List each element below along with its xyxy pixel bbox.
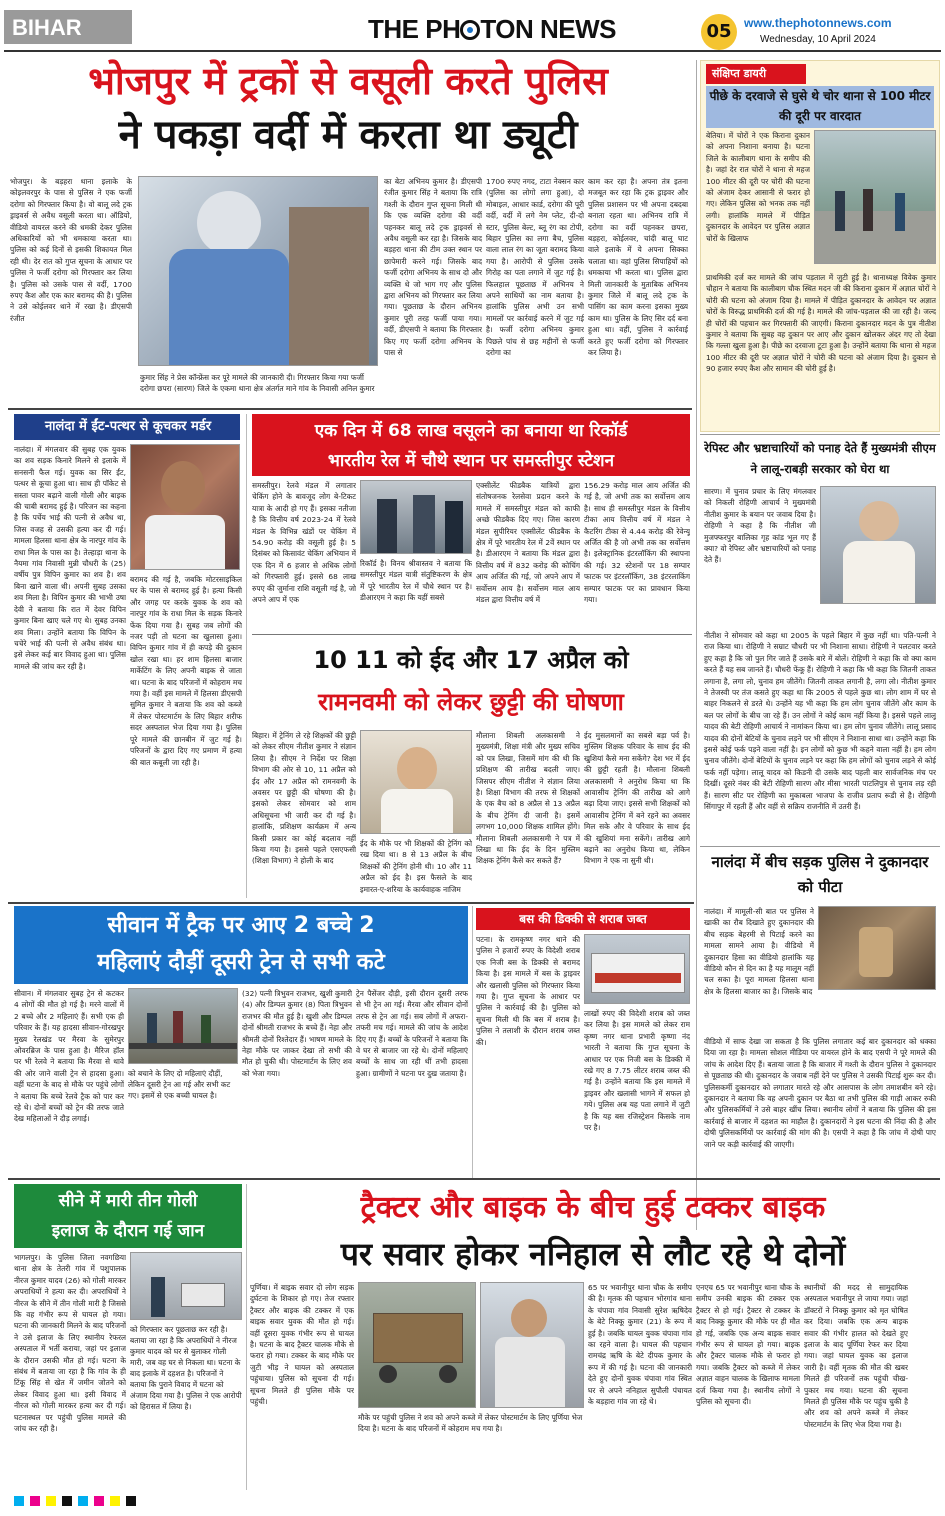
diary-title: पीछे के दरवाजे से घुसे थे चोर थाना से 100 मीटर की दूरी पर वारदात xyxy=(709,89,931,123)
siwan-col-2: (32) पत्नी त्रिभुवन राजभर, खुशी कुमारी (4) और डिम्पल कुमार (8) पिता त्रिभुवन राजभर की मौत हुई है। खुशी और डिम्पल दोनों श्रीमती राजभर के बच्चे हैं। नेहा और श्रीमती दोनों रिश्तेदार हैं। भाषण मामले के नेहा मौके पर जाकर देखा तो सभी की मौत हो चुकी थी। पोस्टमार्टम के लिए शव को भेजा गया। xyxy=(242,989,352,1078)
eid-col-3: मौलाना शिबली अलकासमी ने मुख्यमंत्री, शिक्षा मंत्री और मुख्य सचिव को पत्र लिखा, जिसमें मांग की थी कि प्रशिक्षण की तारीख बदली जाए। जिसपर सीएम नीतीश ने संज्ञान लिया है। शिक्षा विभाग की तरफ से शिक्षकों के एक बैच को 8 अप्रैल से 13 अप्रैल के बीच ट्रेनिंग दी जानी है। इसमें लगभग 10,000 शिक्षक शामिल होंगे। मौलाना शिबली अलकासमी ने पत्र में लिखा था कि ईद के दिन मुस्लिम शिक्षक ट्रेनिंग कैसे कर सकते हैं? xyxy=(476,731,580,866)
lead-headline-2: ने पकड़ा वर्दी में करता था ड्यूटी xyxy=(118,112,578,158)
tractor-headline-1: ट्रैक्टर और बाइक के बीच हुई टक्कर बाइक xyxy=(360,1190,826,1225)
tractor-col-2: 65 पर भवानीपुर थाना चौक के समीप की है। मृतक की पहचान भोरगांव थाना के चंपावा गांव निवासी सुरेश ऋषिदेव के बेटे निक्कू कुमार (21) के रूप में हुई है। जबकि घायल युवक चंपावा गांव का रहने वाला है। घायल की पहचान रामचंद्र ऋषि के बेटे दीपक कुमार के रूप में की गई है। घटना की जानकारी देते हुए दोनों युवक चंपावा गांव स्थित घर से अपने ननिहाल सुपौली पंचायत के बड़हारा गांव जा रहे थे। xyxy=(588,1283,692,1407)
diary-label: संक्षिप्त डायरी xyxy=(706,64,806,84)
tractor-caption: मौके पर पहुंची पुलिस ने शव को अपने कब्जे में लेकर पोस्टमार्टम के लिए पूर्णिया भेज दिया है। घटना के बाद परिजनों में कोहराम मच गया है। xyxy=(358,1413,583,1433)
chest-caption: को गिरफ्तार कर पूछताछ कर रही है। बताया जा रहा है कि अपराधियों ने नीरज कुमार यादव को घर से बुलाकर गोली मारी, जब वह घर से निकला था। घटना के बाद इलाके में दहशत है। परिजनों ने बताया कि पुराने विवाद में घटना को अंजाम दिया गया है। पुलिस ने एक आरोपी को हिरासत में लिया है। xyxy=(130,1325,242,1411)
eid-col-4: ईद मुसलमानों का सबसे बड़ा पर्व है। मुस्लिम शिक्षक परिवार के साथ ईद की खुशियां कैसे मना सकेंगे? देश भर में ईद की छुट्टी रहती है। मौलाना शिबली अलकासमी ने अनुरोध किया था कि आवासीय ट्रेनिंग की तारीख को आगे बढ़ा दिया जाए। इससे सभी शिक्षकों को आवासीय ट्रेनिंग में बने रहने का अवसर मिल सके और वे परिवार के साथ ईद की खुशियां मना सकेंगे। तारीख आगे बढ़ाने का अनुरोध किया था, लेकिन विभाग ने एक ना सुनी थी। xyxy=(584,731,690,866)
masthead-o-icon xyxy=(460,20,480,40)
eid-photo xyxy=(360,730,472,834)
cmyk-bar xyxy=(14,1496,934,1506)
siwan-headline-1: सीवान में ट्रैक पर आए 2 बच्चे 2 xyxy=(107,913,375,938)
nalanda-shop-col-1: नालंदा। में मामूली-सी बात पर पुलिस ने खाकी का रौब दिखाते हुए दुकानदार की बीच सड़क बेहरमी से पिटाई करने का मामला सामने आया है। वीडियो में दुकानदार हिसा का वीडियो हालांकि यह वीडियो कौन से दिन का है यह मालूम नहीं चल सका है। पूरा मामला हिलसा थाना क्षेत्र के हिलसा बाजार का है। जिसके बाद xyxy=(704,907,814,996)
siwan-col-3: ट्रेन पैसेंजर दौड़ी, इसी दौरान दूसरी तरफ से भी ट्रेन आ गई। मैरवा और सीवान दोनों तरफ से ट्रेन आ गई। सब लोगों में अफरा-तफरी मच गई। मामले की जांच के आदेश दिए गए हैं। बच्चों के परिजनों ने बताया कि वे घर से बाजार जा रहे थे। दोनों महिलाएं बच्चों के साथ जा रही थीं तभी हादसा हुआ। ग्रामीणों ने घटना पर दुख जताया है। xyxy=(356,989,468,1078)
masthead-right: TON NEWS xyxy=(480,14,616,44)
tractor-col-3: एनएच 65 पर भवानीपुर थाना चौक के समीप उनकी बाइक की टक्कर एक ट्रैक्टर से हो गई। ट्रैक्टर से टक्कर के बाद निक्कू कुमार की मौके पर ही मौत हो गई, जबकि एक अन्य बाइक सवार गंभीर रूप से घायल हो गया। बाइक और ट्रैक्टर चालक मौके से फरार हो गया। जबकि ट्रैक्टर को कब्जे में लेकर अज्ञात वाहन चालक के खिलाफ मामला दर्ज किया गया है। स्थानीय लोगों ने पुलिस को सूचना दी। xyxy=(696,1283,800,1407)
tractor-photo-1 xyxy=(358,1282,476,1408)
railway-headline-1: एक दिन में 68 लाख वसूलने का बनाया था रिकॉर्ड xyxy=(314,421,628,441)
masthead-left: THE PH xyxy=(368,14,461,44)
rjd-title: रेपिस्ट और भ्रष्टाचारियों को पनाह देते हैं मुख्यमंत्री सीएम ने लालू-राबड़ी सरकार को घेरा था xyxy=(704,441,936,476)
nalanda-murder-title: नालंदा में ईंट-पत्थर से कूचकर मर्डर xyxy=(44,419,212,434)
tractor-photo-2 xyxy=(480,1282,584,1408)
lead-photo xyxy=(138,176,378,366)
bus-title: बस की डिक्की से शराब जब्त xyxy=(519,912,647,926)
section-tab: BIHAR xyxy=(4,10,132,44)
tractor-headline-2: पर सवार होकर ननिहाल से लौट रहे थे दोनों xyxy=(340,1235,846,1273)
nalanda-murder-col-2: बरामद की गई है, जबकि मोटरसाइकिल घर के पास से बरामद हुई है। हत्या किसी और जगह पर करके युवक के शव को नारपुर गांव के राधा मिल के सड़क किनारे फेंक दिया गया है। सुबह जब लोगों की नजर पड़ी तो घटना का खुलासा हुआ। विपिन कुमार गांव में ही कपड़े की दुकान खोल रखा था। हर शाम हिलसा बाजार मार्केटिंग के लिए अपनी बाइक से जाता था। घटना के बाद परिजनों में कोहराम मच गया है। वहीं इस मामले में हिलसा डीएसपी सुमित कुमार ने बताया कि शव को कब्जे में लेकर पोस्टमार्टम के लिए बिहार शरीफ सदर अस्पताल भेज दिया गया है। पुलिस पूरे मामले की छानबीन में जुट गई है। परिजनों के द्वारा दिए गए प्रमाण में हत्या की बात कबूली जा रही है। xyxy=(130,575,242,767)
lead-col-5: काम कर रहा है। अपना तंत्र इतना मजबूत कर रहा कि ट्रक ड्राइवर और पुलिस प्रशासन पर भी अपना दबदबा बनाता रहता था। अभिनय रात्रि में दरोगा का वर्दी पहनकर छपरा, बड़हरा, कोईलवर, चांदी बालू घाट वाले इलाके में ये अपना सिक्का चलाता था। वहां पुलिस सिपाहियों को धमकाया भी करता था। पुलिस द्वारा मिली जानकारी के मुताबिक अभिनय कुमार जिले में बालू लदे ट्रक के पासिंग का काम करना इसका मुख्य काम था। पुलिस के लिए सिर दर्द बना हुआ था। वहीं, पुलिस ने कार्रवाई करते हुए फर्जी दरोगा को गिरफ्तार कर लिया है। xyxy=(588,177,688,358)
railway-col-2: रिकॉर्ड है। विनय श्रीवास्तव ने बताया कि समस्तीपुर मंडल यात्री संतुष्टिकरण के क्षेत्र में पूरे भारतीय रेल में चौथे स्थान पर है। डीआरएम ने कहा कि यहीं सबसे xyxy=(360,559,472,603)
chest-photo xyxy=(130,1252,242,1320)
siwan-col-1: सीवान। में मंगलवार सुबह ट्रेन से कटकर 4 लोगों की मौत हो गई है। मरने वालों में 2 बच्चे और 2 महिलाएं हैं। सभी एक ही परिवार के हैं। यह हादसा सीवान-गोरखपुर मुख्य रेलखंड पर मैरवा के सुमेरपुर ओवरब्रिज के पास हुआ है। मैरिज हॉल पर भी रेलवे ने बताया कि मैरवा से थावे की ओर जाने वाली ट्रेन से हादसा हुआ। वहीं घटना के बाद से मौके पर पहुंचे लोगों ने बताया कि बच्चे रेलवे ट्रैक को पार कर रहे थे। दोनों बच्चों को ट्रेन की तरफ जाते देख महिलाओं ने दौड़ लगाई। xyxy=(14,989,124,1124)
chest-col-1: भागलपुर। के पुलिस जिला नवगछिया थाना क्षेत्र के तेतरी गांव में पशुपालक नीरज कुमार यादव (26) को गोली मारकर अपराधियों ने हत्या कर दी। अपराधियों ने नीरज के सीने में तीन गोली मारी है जिससे कि वह गंभीर रूप से घायल हो गया। घटना की जानकारी मिलने के बाद परिजनों ने उसे इलाज के लिए स्थानीय रेफरल अस्पताल में भर्ती कराया, जहां पर इलाज के दौरान उसकी मौत हो गई। घटना के संबंध में बताया जा रहा है कि गांव के ही टिंकू सिंह से खेत में जमीन जोतने को लेकर विवाद हुआ था। इसी विवाद में नीरज को गोली मारकर हत्या कर दी गई। घटनास्थल पर पहुंची पुलिस मामले की जांच कर रही है। xyxy=(14,1253,126,1434)
siwan-caption: को बचाने के लिए दो महिलाएं दौड़ीं, लेकिन दूसरी ट्रेन आ गई और सभी कट गए। इसमें से एक बच्ची घायल है। xyxy=(128,1069,231,1100)
nalanda-shop-title: नालंदा में बीच सड़क पुलिस ने दुकानदार को पीटा xyxy=(711,853,929,896)
railway-col-3: एक्सीलेंट फीडबैक यात्रियों द्वारा संतोषजनक रेलसेवा प्रदान करने के मामले में समस्तीपुर मंडल को काफी अच्छे फीडबैक दिए गए। जिस कारण मंडल सुपीरियर एक्सीलेंट फीडबैक के क्षेत्र में पूरे भारतीय रेल में 2वें स्थान पर है। डीआरएम ने बताया कि मंडल द्वारा वित्तीय वर्ष में 832 करोड़ की कोचिंग आय अर्जित की गई, जो अपने आप में सर्वोत्तम आय है। सर्वोत्तम माल आय मंडल द्वारा वित्तीय वर्ष में xyxy=(476,481,580,605)
masthead xyxy=(368,14,698,45)
eid-col-1: बिहार। में ट्रेनिंग ले रहे शिक्षकों की छुट्टी को लेकर सीएम नीतीश कुमार ने संज्ञान लिया है। सीएम ने निर्देश पर शिक्षा विभाग की ओर से 10, 11 अप्रैल को ईद और 17 अप्रैल को रामनवमी के अवसर पर छुट्टी की घोषणा की है। इसको लेकर सोमवार को शाम अधिसूचना भी जारी कर दी गई है। हालांकि, प्रशिक्षण कार्यक्रम में अन्य किसी प्रकार का कोई बदलाव नहीं किया गया है। इससे पहले एसएफसी (शिक्षा विभाग) ने होली के बाद xyxy=(252,731,356,866)
nalanda-shop-photo xyxy=(818,906,936,990)
railway-headline-2: भारतीय रेल में चौथे स्थान पर समस्तीपुर स्टेशन xyxy=(327,451,615,471)
bus-col-2: लाखों रुपए की विदेशी शराब को जब्त कर लिया है। इस मामले को लेकर राम कृष्ण नगर थाना प्रभारी कृष्णा नंद भारती ने बताया कि गुप्त सूचना के आधार पर एक निजी बस के डिक्की में रखे गए 8 7.75 लीटर शराब जब्त की गई है। उन्होंने बताया कि इस मामले में ड्राइवर और खलासी भागने में सफल हो गये। पुलिस अब यह पता लगाने में जुटी है कि यह बस रजिस्ट्रेशन किसके नाम पर है। xyxy=(584,1009,690,1133)
chest-headline-2: इलाज के दौरान गई जान xyxy=(51,1221,205,1241)
nalanda-shop-body: वीडियो में साफ देखा जा सकता है कि पुलिस लगातार कई बार दुकानदार को धक्का दिया जा रहा है। मामला सोशल मीडिया पर वायरल होने के बाद एसपी ने पूरे मामले की जांच के आदेश दिए हैं। बताया जाता है कि बाजार में गश्ती के दौरान पुलिस ने दुकानदार से पूछताछ की थी। दुकानदार के जवाब नहीं देने पर पुलिस ने उसकी पिटाई शुरू कर दी। पुलिसकर्मी दुकानदार को लगातार मारते रहे और आसपास के लोग तमाशबीन बने रहे। दुकानदार ने बताया कि वह अपनी दुकान पर बैठा था तभी पुलिस की गाड़ी आकर रुकी और पुलिसकर्मियों ने उसे बाहर खींच लिया। स्थानीय लोगों ने बताया कि पुलिस की इस कार्रवाई से बाजार में दहशत का माहौल है। दुकानदारों ने इस घटना की निंदा की है और दोषी पुलिसकर्मियों पर कार्रवाई की मांग की है। एसपी ने कहा है कि जांच में दोषी पाए जाने पर कड़ी कार्रवाई की जाएगी। xyxy=(704,1037,936,1149)
bus-photo xyxy=(584,934,690,1004)
diary-photo xyxy=(814,130,936,264)
lead-col-3: का बेटा अभिनय कुमार है। डीएसपी रंजीत कुमार सिंह ने बताया कि रात्रि गश्ती के दौरान गुप्त सूचना मिली थी कि एक व्यक्ति दरोगा की वर्दी पहनकर बालू लदे ट्रक ड्राइवर्स से अवैध वसूली कर रहा है। जिसके बाद बड़हरा थाना की टीम उक्त स्थान पर छापेमारी करने गई। जिसके बाद फर्जी दरोगा अभिनय के साथ दो और व्यक्ति थे जो भाग गए और पुलिस द्वारा अभिनय को गिरफ्तार कर लिया गया। पूछताछ के दौरान अभिनय कुमार पूरी तरह फर्जी पाया गया। वर्दी, डीएसपी ने बताया कि गिरफ्तार किए गए फर्जी दरोगा अभिनय के पास से xyxy=(384,177,482,358)
lead-headline-1: भोजपुर में ट्रकों से वसूली करते पुलिस xyxy=(88,59,608,103)
page-number: 05 xyxy=(701,14,737,50)
issue-date: Wednesday, 10 April 2024 xyxy=(760,34,876,45)
eid-headline-1: 10 11 को ईद और 17 अप्रैल को xyxy=(313,646,629,674)
rjd-body: नीतीश ने सोमवार को कहा था 2005 के पहले बिहार में कुछ नहीं था। पति-पत्नी ने राज किया था। रोहिणी ने सम्राट चौधरी पर भी निशाना साधा। रोहिणी ने पलटवार करते हुए कहा है कि जो पुल गिर जाते हैं उसके बारे में बोलें। रोहिणी ने कहा कि वो क्या काम करते हैं यह सब जानते हैं। चौधरी फेंकू हैं। रोहिणी ने कहा कि भी कहा कि जितनी ताकत लगाना है, लगा लो, चुनाव हम जीतेंगे। जितनी ताकत लगानी है, लगा लो। नीतीश कुमार ने तेजस्वी पर तंज कसते हुए कहा था कि 2005 से पहले कुछ था। लोग शाम में घर से बाहर निकलने से डरते थे। उन्होंने यह भी कहा कि हम लोग चुनाव जीतेंगे और काम के बल पर लोगों के बीच जा रहे हैं। उन लोगों ने कोई काम नहीं किया है। इससे पहले लालू यादव की बेटी रोहिणी आचार्य ने नामांकन किया था। हम लोग चुनाव जीतेंगे। लालू प्रसाद यादव की दोनों बेटियों के चुनाव लड़ने पर भी सीएम ने निशाना साधा था। उन्होंने कहा कि इससे कोई फर्क पड़ने वाला नहीं है। इन लोगों को कुछ भी कहने वाला नहीं है। हम लोग चुनाव जीतेंगे। दोनों बेटियों के चुनाव लड़ने पर कहा कि हम लोगों को चुनाव लड़ने से कोई फर्क नहीं पड़ेगा। लालू यादव को किडनी दी उसके बाद पहली बार सार्वजनिक मंच पर दिखीं। दूसरे नंबर की बेटी रोहिणी सारण और मीसा भारती पाटलिपुत्र से चुनाव लड़ रही हैं। सारण सीट पर रोहिणी का मुकाबला भाजपा के राजीव प्रताप रूडी से है। रोहिणी सिंगापुर में रहती हैं और वहीं से सक्रिय राजनीति में उतरी हैं। xyxy=(704,631,936,812)
rjd-col-1: सारण। में चुनाव प्रचार के लिए मंगलवार को निकली रोहिणी आचार्य ने मुख्यमंत्री नीतीश कुमार के बयान पर जवाब दिया है। रोहिणी ने कहा है कि नीतीश जी मुजफ्फरपुर बालिका गृह कांड भूल गए हैं क्या? वो रेपिस्ट और भ्रष्टाचारियों को पनाह देते हैं। xyxy=(704,487,816,565)
eid-col-2: ईद के मौके पर भी शिक्षकों की ट्रेनिंग को रख दिया था। 8 से 13 अप्रैल के बीच शिक्षकों की ट्रेनिंग होनी थी। 10 और 11 अप्रैल को ईद है। इस फैसले के बाद इमारत-ए-शरिया के कार्यवाहक नाजिम xyxy=(360,839,472,894)
railway-col-1: समस्तीपुर। रेलवे मंडल में लगातार चेकिंग होने के बावजूद लोग बे-टिकट यात्रा के आदी हो गए हैं। इसका नतीजा है कि वित्तीय वर्ष 2023-24 में रेलवे मंडल के विभिन्न खंडों पर चेकिंग में 54.90 करोड़ की वसूली हुई है। 5 दिसंबर को किसावंट चेकिंग अभियान में एक दिन में 6 हजार से अधिक लोगों को गिरफ्तारी हुई। इससे 68 लाख रुपए की जुर्माना राशि वसूली गई है, जो अपने आप में एक xyxy=(252,481,356,605)
lead-photo-caption: कुमार सिंह ने प्रेस कॉन्फ्रेंस कर पूरे मामले की जानकारी दी। गिरफ्तार किया गया फर्जी दरोगा छपरा (सारण) जिले के एकमा थाना क्षेत्र अंतर्गत माने गांव के निवासी अनिल कुमार xyxy=(140,373,375,393)
rjd-photo xyxy=(820,486,936,604)
tractor-col-1: पूर्णिया। में बाइक सवार दो लोग सड़क दुर्घटना के शिकार हो गए। तेज रफ्तार ट्रैक्टर और बाइक की टक्कर में एक बाइक सवार युवक की मौत हो गई। वहीं दूसरा युवक गंभीर रूप से घायल है। घटना के बाद ट्रैक्टर चालक मौके से फरार हो गया। टक्कर के बाद मौके पर जुटी भीड़ ने घायल को अस्पताल पहुंचाया। पुलिस को सूचना दी गई। सूचना मिलते ही पुलिस मौके पर पहुंची। xyxy=(250,1283,354,1407)
siwan-photo xyxy=(128,988,238,1064)
railway-col-4: 156.29 करोड़ माल आय अर्जित की गई है, जो अभी तक का सर्वोत्तम आय है। साथ ही समस्तीपुर मंडल के वित्तीय टीका आय वित्तीय वर्ष में मंडल ने कैटरिंग टीका से 4.44 करोड़ की रेवेन्यू अर्जित की है जो अभी तक का सर्वोत्तम है। इलेक्ट्रानिक इंटरलॉकिंग की स्थापना की गई। 32 स्टेशनों पर 18 सम्पार फाटक पर इंटरलॉकिंग, 38 इंटरलाकिंग सम्पार फाटक पर का प्रावधान किया गया। xyxy=(584,481,690,605)
railway-photo xyxy=(360,480,472,554)
nalanda-murder-col-1: नालंदा। में मंगलवार की सुबह एक युवक का शव सड़क किनारे मिलने से इलाके में सनसनी फैल गई। युवक का सिर ईंट, पत्थर से कूचा हुआ था। साथ ही पॉकेट से सस्ता पावर बढ़ाने वाली गोली और बाइक की चाबी बरामद हुई है। परिजन का कहना है कि पर्चेय भाई की पत्नी से अवैध था, जिस वजह से उसकी हत्या कर दी गई। मामला हिलसा थाना क्षेत्र के नारपुर गांव के राधा मिल के पास का है। तेल्हाड़ा थाना के नैयमा गांव निवासी मुन्नी चौधरी के (25) वर्षीय पुत्र विपिन कुमार का शव है। शव बिना खाने वाला थी। अपनी सुबह उसका शव मिला है। विपिन कुमार की भाभी उषा देवी ने बताया कि रात में देवर विपिन कुमार बिना खाए चले गए थे। सुबह उनका शव मिला। उन्होंने बताया कि विपिन के चचेरे भाई की पत्नी से अवैध संबंध था। इसे लेकर कई बार विवाद हुआ था। पुलिस मामले की जांच कर रही है। xyxy=(14,445,126,671)
nalanda-murder-photo xyxy=(130,444,240,570)
bus-col-1: पटना। के रामकृष्ण नगर थाने की पुलिस ने हजारों रुपए के विदेशी शराब एक निजी बस के डिक्की से बरामद किया है। इस मामले में बस के ड्राइवर और खलासी पुलिस को गिरफ्तार किया गया है। गुप्त सूचना के आधार पर पुलिस ने कार्रवाई की है। पुलिस को सूचना मिली थी कि बस में शराब है। पुलिस ने तलाशी के दौरान शराब जब्त की। xyxy=(476,935,580,1047)
chest-headline-1: सीने में मारी तीन गोली xyxy=(58,1191,198,1211)
tractor-col-4: स्थानीयों की मदद से सामुदायिक अस्पताल भवानीपुर ले जाया गया। जहां डॉक्टरों ने निक्कू कुमार को मृत घोषित कर दिया। जबकि एक अन्य बाइक सवार की गंभीर हालत को देखते हुए इलाज के बाद पूर्णिया रेफर कर दिया गया। जहां घायल युवक का इलाज जारी है। वहीं मृतक की मौत की खबर मिलते ही परिजनों तक पहुंची चीख-पुकार मच गया। घटना की सूचना मिलते ही पुलिस मौके पर पहुंच चुकी है और शव को अपने कब्जे में लेकर पोस्टमार्टम के लिए भेज दिया गया है। xyxy=(804,1283,908,1429)
eid-headline-2: रामनवमी को लेकर छुट्टी की घोषणा xyxy=(318,688,624,716)
site-url[interactable]: www.thephotonnews.com xyxy=(744,16,892,30)
siwan-headline-2: महिलाएं दौड़ीं दूसरी ट्रेन से सभी कटे xyxy=(97,950,385,975)
diary-body: प्राथमिकी दर्ज कर मामले की जांच पड़ताल में जुटी हुई है। थानाध्यक्ष विवेक कुमार चौहान ने बताया कि कालीबाग चौक स्थित मदन जी की किराना दुकान में अज्ञात चोरों ने चोरी की घटना को अंजाम दिया है। मामले में पीड़ित दुकानदार के आवेदन पर अज्ञात चोरों के विरुद्ध प्राथमिकी दर्ज की गई है। मामले की जांच-पड़ताल की जा रही है। जल्द ही चोरों की पहचान कर गिरफ्तारी की जाएगी। किराना दुकानदार मदन के पुत्र नीतीश कुमार ने बताया कि सुबह वह दुकान पर आए और दुकान खोलकर अंदर गए तो देखा कि गल्ला खुला हुआ है। पीछे का दरवाजा टूटा हुआ है। उन्होंने बताया कि थाना से महज 100 मीटर की दूरी पर अज्ञात चोरों ने चोरी की घटना को अंजाम दिया है। दुकान से 90 हजार रुपए कैश और सामान की चोरी हुई है। xyxy=(706,273,936,374)
lead-col-4: 1700 रुपए नगद, टाटा नेक्सन कार (पुलिस का लोगो लगा हुआ), दो मोबाइल, आधार कार्ड, दरोगा की पूरी वर्दी, वर्दी में लगे नेम प्लेट, दी-दो स्टार, पुलिस बेल्ट, ब्लू रंग का टोपी, बिहार पुलिस का लगा बैच, पुलिस वाला लाल रंग का जूता बरामद किया गया है। आरोपी से पुलिस उसके गिरोह का पता लगाने में जुट गई है। फिलहाल पूछताछ में अभिनय ने अपने साथियों का नाम बताया है। हालांकि पुलिस अभी उन सभी मामलों पर कार्रवाई करने में जुट गई है। फर्जी दरोगा अभिनय कुमार पिछले पांच से छह महीनों से फर्जी दरोगा का xyxy=(486,177,584,358)
lead-col-1: भोजपुर। के बड़हरा थाना इलाके के कोइलवरपुर के पास से पुलिस ने एक फर्जी दरोगा को गिरफ्तार किया है। वो बालू लदे ट्रक ड्राइवर्स से अवैध वसूली करता था। ऑडियो, वीडियो वायरल करने की धमकी देकर पुलिस अधिकारियों को भी धमकाया करता था। पुलिस को कई दिनों से इसकी शिकायत मिल रही थी। देर रात को गुप्त सूचना के आधार पर पुलिस ने फर्जी दरोगा को गिरफ्तार कर लिया है। पुलिस को उसके पास से वर्दी, 1700 रुपए कैश और एक कार बरामद की है। पुलिस ने उसे कोईलवर थाने में रखा है। डीएसपी रंजीत xyxy=(10,177,132,323)
diary-col-1: बेतिया। में चोरों ने एक किराना दुकान को अपना निशाना बनाया है। घटना जिले के कालीबाग थाना के समीप की है। जहां देर रात चोरों ने थाना से महज 100 मीटर की दूरी पर चोरी की घटना को अंजाम देकर आसानी से फरार हो गए। लेकिन पुलिस को भनक तक नहीं लगी। हालांकि मामले में पीड़ित दुकानदार के आवेदन पर पुलिस अज्ञात चोरों के खिलाफ xyxy=(706,131,810,243)
